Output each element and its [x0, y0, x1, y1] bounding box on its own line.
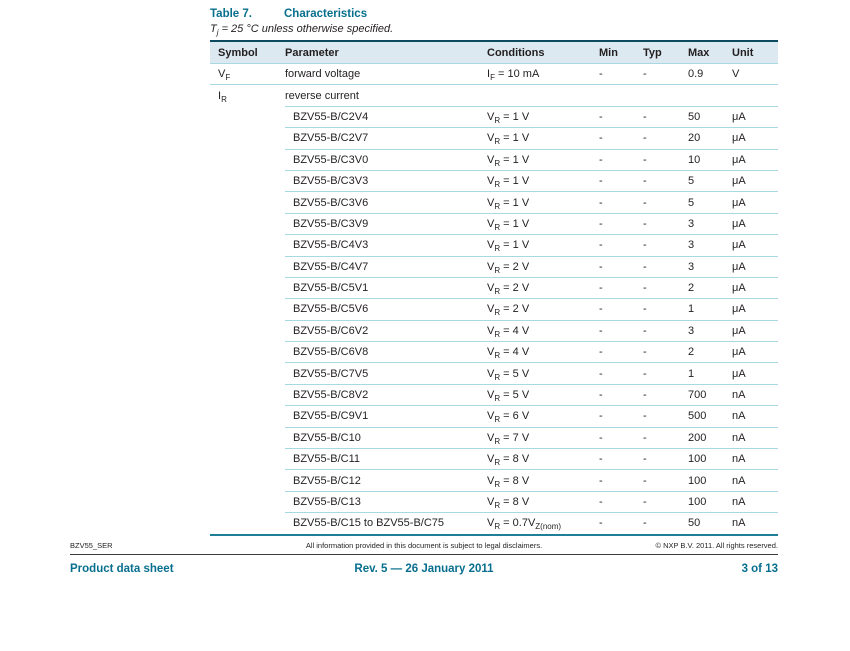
- cell-min: -: [599, 192, 643, 213]
- cell-typ: -: [643, 470, 688, 491]
- cell-min: -: [599, 517, 603, 530]
- column-header-unit: Unit: [732, 42, 778, 64]
- cell-parameter: BZV55-B/C4V3: [285, 235, 487, 256]
- cell-unit: nA: [732, 449, 778, 470]
- cell-max: 2: [688, 277, 732, 298]
- cell-unit: μA: [732, 277, 778, 298]
- cell-max: 5: [688, 192, 732, 213]
- cell-max: 2: [688, 342, 732, 363]
- cell-typ: -: [643, 320, 688, 341]
- cell-symbol: [210, 170, 285, 191]
- cell-min: -: [599, 64, 643, 85]
- table-header-row: [210, 42, 778, 64]
- cell-max: 1: [688, 363, 732, 384]
- table-row: [210, 128, 778, 149]
- cell-conditions: $V_R = 1$ V: [487, 128, 599, 149]
- cell-max: 3: [688, 320, 732, 341]
- cell-typ: [643, 85, 688, 106]
- cell-typ: -: [643, 106, 688, 127]
- cell-symbol: [210, 192, 285, 213]
- table-row: [210, 106, 778, 127]
- cell-parameter: BZV55-B/C5V6: [285, 299, 487, 320]
- cell-max: 100: [688, 449, 732, 470]
- cell-typ: -: [643, 128, 688, 149]
- table-row: [210, 213, 778, 234]
- cell-min: -: [599, 213, 643, 234]
- footer-copyright: © NXP B.V. 2011. All rights reserved.: [655, 541, 778, 550]
- table-title-text: Characteristics: [284, 8, 368, 20]
- cell-unit: μA: [732, 235, 778, 256]
- cell-unit: nA: [732, 491, 778, 512]
- cell-unit: nA: [732, 517, 746, 530]
- cell-min: -: [599, 299, 643, 320]
- cell-typ: -: [643, 277, 688, 298]
- cell-max: 500: [688, 406, 732, 427]
- cell-parameter: BZV55-B/C2V7: [285, 128, 487, 149]
- cell-max: 50: [688, 517, 701, 530]
- cell-max: 10: [688, 149, 732, 170]
- cell-max: 200: [688, 427, 732, 448]
- cell-unit: V: [732, 64, 778, 85]
- cell-unit: μA: [732, 363, 778, 384]
- cell-parameter: reverse current: [285, 85, 487, 106]
- cell-typ: -: [643, 517, 647, 530]
- cell-symbol: [210, 406, 285, 427]
- footer-revision: Rev. 5 — 26 January 2011: [354, 563, 494, 575]
- cell-conditions: $V_R = 0.7V_{Z(nom)}$: [487, 517, 562, 532]
- cell-typ: -: [643, 406, 688, 427]
- cell-unit: μA: [732, 170, 778, 191]
- cell-unit: [732, 85, 778, 106]
- footer-legal-row: [70, 541, 778, 555]
- cell-max: 100: [688, 470, 732, 491]
- cell-max: 3: [688, 256, 732, 277]
- cell-symbol: [210, 149, 285, 170]
- cell-parameter: BZV55-B/C3V6: [285, 192, 487, 213]
- characteristics-table: [210, 42, 778, 534]
- cell-min: -: [599, 149, 643, 170]
- cell-parameter: BZV55-B/C6V2: [285, 320, 487, 341]
- cell-parameter: forward voltage: [285, 64, 487, 85]
- cell-min: -: [599, 491, 643, 512]
- cell-min: -: [599, 256, 643, 277]
- table-title-label: Table 7.: [210, 8, 252, 20]
- cell-max: [688, 85, 732, 106]
- cell-conditions: $V_R = 2$ V: [487, 277, 599, 298]
- cell-symbol: $V_F$: [210, 64, 285, 85]
- cell-parameter: BZV55-B/C8V2: [285, 384, 487, 405]
- cell-min: -: [599, 170, 643, 191]
- cell-symbol: [210, 320, 285, 341]
- footer-doc-type: Product data sheet: [70, 563, 174, 575]
- cell-unit: μA: [732, 149, 778, 170]
- cell-min: -: [599, 449, 643, 470]
- cell-unit: μA: [732, 320, 778, 341]
- cell-unit: μA: [732, 299, 778, 320]
- table-row: [210, 406, 778, 427]
- cell-conditions: $V_R = 2$ V: [487, 299, 599, 320]
- table-row: [210, 277, 778, 298]
- cell-conditions: $V_R = 1$ V: [487, 149, 599, 170]
- cell-symbol: [210, 299, 285, 320]
- cell-symbol: [210, 513, 285, 534]
- cell-max: 3: [688, 235, 732, 256]
- cell-min: -: [599, 384, 643, 405]
- cell-unit: nA: [732, 427, 778, 448]
- cell-min: -: [599, 106, 643, 127]
- cell-parameter: BZV55-B/C9V1: [285, 406, 487, 427]
- footer-info-row: [70, 562, 778, 576]
- cell-symbol: [210, 449, 285, 470]
- cell-parameter: BZV55-B/C7V5: [285, 363, 487, 384]
- table-row: [210, 320, 778, 341]
- table-row: [210, 256, 778, 277]
- cell-parameter: BZV55-B/C11: [285, 449, 487, 470]
- cell-min: -: [599, 277, 643, 298]
- table-row: [210, 491, 778, 512]
- column-header-conditions: Conditions: [487, 42, 599, 64]
- cell-max: 5: [688, 170, 732, 191]
- cell-unit: μA: [732, 213, 778, 234]
- table-row: [210, 513, 778, 534]
- cell-symbol: [210, 342, 285, 363]
- cell-parameter: BZV55-B/C3V9: [285, 213, 487, 234]
- cell-parameter: BZV55-B/C12: [285, 470, 487, 491]
- table-row: [210, 235, 778, 256]
- cell-symbol: [210, 427, 285, 448]
- cell-min: -: [599, 235, 643, 256]
- table-row: [210, 170, 778, 191]
- cell-conditions: $V_R = 1$ V: [487, 235, 599, 256]
- cell-conditions: $I_F = 10$ mA: [487, 64, 599, 85]
- cell-symbol: [210, 106, 285, 127]
- cell-max: 20: [688, 128, 732, 149]
- cell-unit: μA: [732, 192, 778, 213]
- cell-unit: μA: [732, 128, 778, 149]
- cell-parameter: BZV55-B/C4V7: [285, 256, 487, 277]
- cell-conditions: $V_R = 8$ V: [487, 449, 599, 470]
- cell-typ: -: [643, 235, 688, 256]
- table-row: [210, 342, 778, 363]
- page-content: [210, 7, 778, 536]
- cell-max: 50: [688, 106, 732, 127]
- cell-parameter: BZV55-B/C10: [285, 427, 487, 448]
- cell-conditions: [487, 85, 599, 106]
- page-footer: [70, 541, 778, 576]
- cell-parameter: BZV55-B/C2V4: [285, 106, 487, 127]
- cell-parameter: BZV55-B/C3V0: [285, 149, 487, 170]
- cell-unit: μA: [732, 342, 778, 363]
- cell-conditions: $V_R = 7$ V: [487, 427, 599, 448]
- table-title: [210, 7, 778, 21]
- cell-conditions: $V_R = 2$ V: [487, 256, 599, 277]
- cell-parameter: BZV55-B/C5V1: [285, 277, 487, 298]
- cell-typ: -: [643, 192, 688, 213]
- cell-typ: -: [643, 149, 688, 170]
- column-header-typ: Typ: [643, 42, 688, 64]
- cell-min: -: [599, 470, 643, 491]
- cell-symbol: [210, 470, 285, 491]
- cell-max: 0.9: [688, 64, 732, 85]
- cell-symbol: [210, 256, 285, 277]
- cell-typ: -: [643, 491, 688, 512]
- cell-conditions: $V_R = 4$ V: [487, 320, 599, 341]
- cell-typ: -: [643, 363, 688, 384]
- cell-symbol: [210, 213, 285, 234]
- cell-conditions: $V_R = 8$ V: [487, 491, 599, 512]
- cell-min: -: [599, 363, 643, 384]
- cell-max: 1: [688, 299, 732, 320]
- table-row: [210, 192, 778, 213]
- cell-conditions: $V_R = 1$ V: [487, 192, 599, 213]
- cell-min: -: [599, 128, 643, 149]
- cell-typ: -: [643, 342, 688, 363]
- cell-symbol: [210, 491, 285, 512]
- cell-typ: -: [643, 64, 688, 85]
- characteristics-table-wrapper: [210, 40, 778, 536]
- cell-min: -: [599, 406, 643, 427]
- cell-symbol: [210, 277, 285, 298]
- footer-disclaimer: All information provided in this document is subject to legal disclaimers.: [305, 541, 543, 550]
- cell-conditions: $V_R = 1$ V: [487, 106, 599, 127]
- cell-min: -: [599, 342, 643, 363]
- table-row: [210, 64, 778, 85]
- cell-typ: -: [643, 256, 688, 277]
- table-row: [210, 449, 778, 470]
- table-row: [210, 299, 778, 320]
- cell-conditions: $V_R = 8$ V: [487, 470, 599, 491]
- table-row: [210, 149, 778, 170]
- footer-doc-id: BZV55_SER: [70, 541, 113, 550]
- table-row: [210, 427, 778, 448]
- cell-min: [599, 85, 643, 106]
- table-row: [210, 470, 778, 491]
- table-row: [210, 85, 778, 106]
- cell-symbol: [210, 384, 285, 405]
- cell-typ: -: [643, 384, 688, 405]
- cell-parameter: BZV55-B/C6V8: [285, 342, 487, 363]
- cell-typ: -: [643, 299, 688, 320]
- cell-unit: μA: [732, 256, 778, 277]
- table-row: [210, 384, 778, 405]
- table-row: [210, 363, 778, 384]
- cell-typ: -: [643, 213, 688, 234]
- cell-parameter: BZV55-B/C3V3: [285, 170, 487, 191]
- cell-conditions: $V_R = 4$ V: [487, 342, 599, 363]
- cell-conditions: $V_R = 5$ V: [487, 384, 599, 405]
- column-header-parameter: Parameter: [285, 42, 487, 64]
- cell-max: 3: [688, 213, 732, 234]
- column-header-symbol: Symbol: [210, 42, 285, 64]
- cell-typ: -: [643, 449, 688, 470]
- characteristics-table-body: [210, 64, 778, 534]
- column-header-min: Min: [599, 42, 643, 64]
- cell-symbol: [210, 128, 285, 149]
- cell-conditions: $V_R = 1$ V: [487, 213, 599, 234]
- cell-unit: nA: [732, 470, 778, 491]
- table-subtitle: $T_j = 25$ °C unless otherwise specified.: [210, 23, 394, 38]
- cell-conditions: $V_R = 1$ V: [487, 170, 599, 191]
- cell-max: 100: [688, 491, 732, 512]
- cell-min: -: [599, 427, 643, 448]
- cell-symbol: $I_R$: [218, 89, 227, 105]
- cell-conditions: $V_R = 6$ V: [487, 406, 599, 427]
- cell-conditions: $V_R = 5$ V: [487, 363, 599, 384]
- cell-unit: nA: [732, 406, 778, 427]
- cell-typ: -: [643, 427, 688, 448]
- cell-unit: nA: [732, 384, 778, 405]
- cell-symbol: [210, 363, 285, 384]
- cell-max: 700: [688, 384, 732, 405]
- cell-typ: -: [643, 170, 688, 191]
- cell-symbol: [210, 235, 285, 256]
- cell-min: -: [599, 320, 643, 341]
- cell-unit: μA: [732, 106, 778, 127]
- cell-parameter: BZV55-B/C15 to BZV55-B/C75: [293, 517, 445, 530]
- cell-parameter: BZV55-B/C13: [285, 491, 487, 512]
- column-header-max: Max: [688, 42, 732, 64]
- footer-page-number: 3 of 13: [741, 563, 778, 575]
